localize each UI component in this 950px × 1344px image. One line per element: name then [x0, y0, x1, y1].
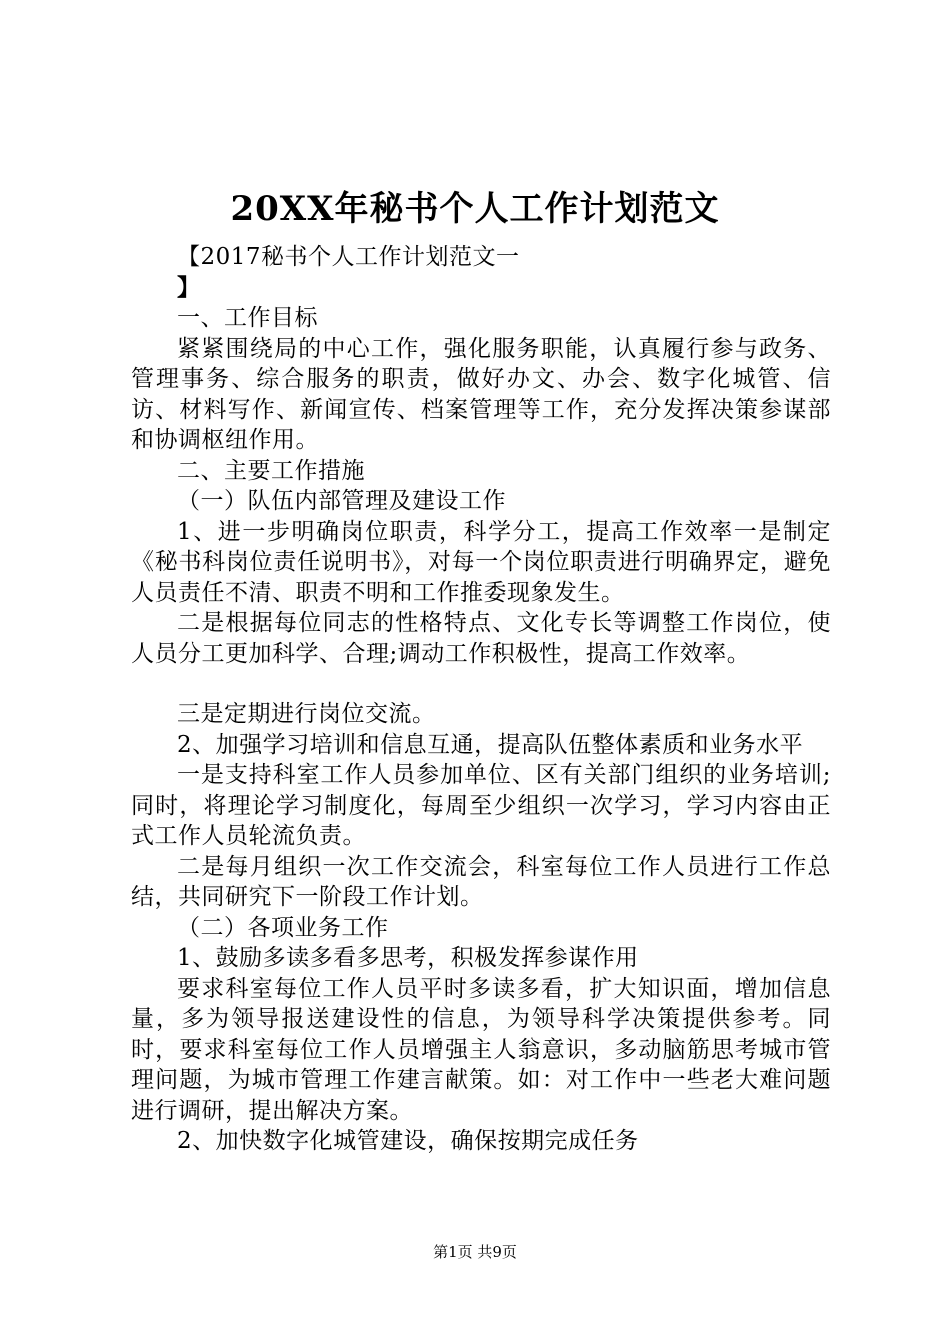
subsection-heading-team: （一）队伍内部管理及建设工作: [177, 488, 506, 514]
paragraph-monthly-meeting: 二是每月组织一次工作交流会，科室每位工作人员进行工作总结，共同研究下一阶段工作计划。: [131, 853, 831, 910]
paragraph-training: 一是支持科室工作人员参加单位、区有关部门组织的业务培训;同时，将理论学习制度化，每周至少组织一次学习，学习内容由正式工作人员轮流负责。: [131, 762, 831, 849]
subtitle-line-1: 【2017秘书个人工作计划范文一: [177, 244, 520, 270]
paragraph-rotation: 三是定期进行岗位交流。: [177, 701, 436, 727]
section-heading-measures: 二、主要工作措施: [177, 457, 365, 484]
paragraph-goals: 紧紧围绕局的中心工作，强化服务职能，认真履行参与政务、管理事务、综合服务的职责，做好办文、办会、数字化城管、信访、材料写作、新闻宣传、档案管理等工作，充分发挥决策参谋部和协调枢纽作用。: [131, 335, 831, 453]
document-title: 20XX年秘书个人工作计划范文: [230, 189, 720, 229]
page-footer: 第1页 共9页: [433, 1243, 517, 1261]
paragraph-gap: [131, 669, 831, 699]
document-body: [131, 242, 831, 1157]
paragraph-training-heading: 2、加强学习培训和信息互通，提高队伍整体素质和业务水平: [177, 731, 804, 758]
section-heading-goals: 一、工作目标: [177, 305, 318, 331]
subtitle-line-2: 】: [177, 273, 201, 301]
paragraph-encourage: 要求科室每位工作人员平时多读多看，扩大知识面，增加信息量，多为领导报送建设性的信息，为领导科学决策提供参考。同时，要求科室每位工作人员增强主人翁意识，多动脑筋思考城市管理问题，为城市管理工作建言献策。如：对工作中一些老大难问题进行调研，提出解决方案。: [131, 975, 831, 1124]
paragraph-responsibilities: 1、进一步明确岗位职责，科学分工，提高工作效率一是制定《秘书科岗位责任说明书》，对每一个岗位职责进行明确界定，避免人员责任不清、职责不明和工作推委现象发生。: [131, 518, 831, 606]
paragraph-encourage-heading: 1、鼓励多读多看多思考，积极发挥参谋作用: [177, 945, 639, 971]
paragraph-adjust-positions: 二是根据每位同志的性格特点、文化专长等调整工作岗位，使人员分工更加科学、合理;调动工作积极性，提高工作效率。: [131, 610, 831, 667]
paragraph-digital-heading: 2、加快数字化城管建设，确保按期完成任务: [177, 1128, 639, 1154]
subsection-heading-business: （二）各项业务工作: [177, 914, 389, 941]
